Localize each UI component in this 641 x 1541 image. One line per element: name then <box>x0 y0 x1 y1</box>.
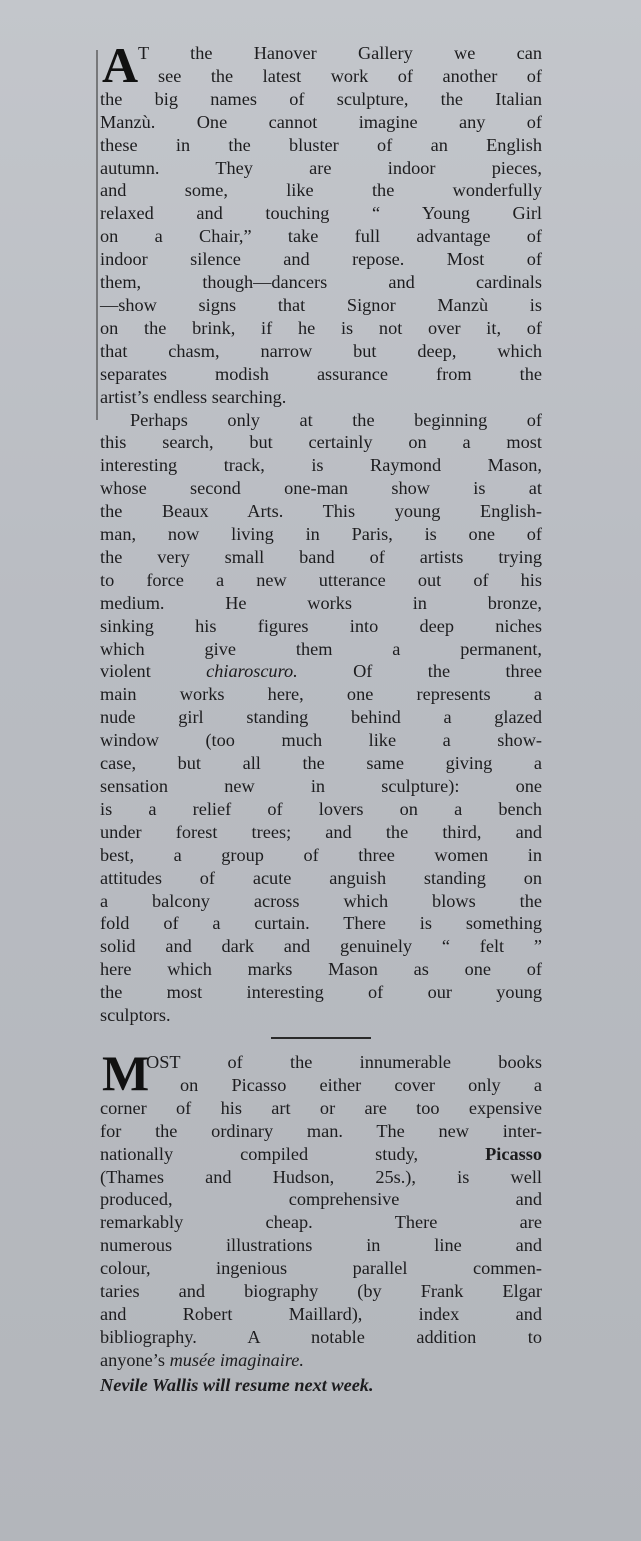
text-line: best, a group of three women in <box>100 844 542 865</box>
text-line: solid and dark and genuinely “ felt ” <box>100 936 542 957</box>
text-line: Perhaps only at the beginning of <box>130 409 542 430</box>
text-line: interesting track, is Raymond Mason, <box>100 455 542 476</box>
text-line: see the latest work of another of <box>158 65 542 86</box>
section-divider <box>271 1037 371 1039</box>
text-line-chiaroscuro <box>100 660 542 683</box>
text-line: remarkably cheap. There are <box>100 1212 542 1233</box>
signoff-note: Nevile Wallis will resume next week. <box>100 1374 374 1395</box>
text-line: nude girl standing behind a glazed <box>100 707 542 728</box>
text-line: sculptors. <box>100 1005 171 1026</box>
text-fragment: anyone’s <box>100 1349 165 1370</box>
section-hanover-gallery <box>100 37 542 409</box>
text-line: a balcony across which blows the <box>100 890 542 911</box>
text-line: corner of his art or are too expensive <box>100 1097 542 1118</box>
text-line: artist’s endless searching. <box>100 386 287 407</box>
article-column <box>100 37 542 1397</box>
text-line: whose second one-man show is at <box>100 478 542 499</box>
text-line: separates modish assurance from the <box>100 363 542 384</box>
text-line: (Thames and Hudson, 25s.), is well <box>100 1166 542 1187</box>
text-line: —show signs that Signor Manzù is <box>100 294 542 315</box>
text-line: here which marks Mason as one of <box>100 959 542 980</box>
text-line: attitudes of acute anguish standing on <box>100 867 542 888</box>
text-line: T the Hanover Gallery we can <box>138 43 542 63</box>
text-line: the big names of sculpture, the Italian <box>100 88 542 109</box>
italic-term: chiaroscuro. <box>206 661 298 682</box>
text-line: and some, like the wonderfully <box>100 180 542 201</box>
text-line: the most interesting of our young <box>100 982 542 1003</box>
text-line: autumn. They are indoor pieces, <box>100 157 542 178</box>
italic-term: musée imaginaire. <box>169 1349 304 1370</box>
text-line: under forest trees; and the third, and <box>100 821 542 842</box>
text-line-musee <box>100 1349 542 1372</box>
text-line: Manzù. One cannot imagine any of <box>100 111 542 132</box>
text-line: on a Chair,” take full advantage of <box>100 226 542 247</box>
drop-cap-a: A <box>102 37 139 93</box>
text-line: produced, comprehensive and <box>100 1189 542 1210</box>
text-line: the very small band of artists trying <box>100 546 542 567</box>
text-line: on Picasso either cover only a <box>180 1074 542 1095</box>
text-line: case, but all the same giving a <box>100 753 542 774</box>
text-line: fold of a curtain. There is something <box>100 913 542 934</box>
left-margin-rule <box>96 50 98 420</box>
text-line: man, now living in Paris, is one of <box>100 524 542 545</box>
text-line: medium. He works in bronze, <box>100 592 542 613</box>
text-line: and Robert Maillard), index and <box>100 1303 542 1324</box>
text-line: numerous illustrations in line and <box>100 1235 542 1256</box>
text-line: these in the bluster of an English <box>100 134 542 155</box>
text-line: which give them a permanent, <box>100 638 542 659</box>
text-line: bibliography. A notable addition to <box>100 1326 542 1347</box>
text-line: OST of the innumerable books <box>146 1051 542 1072</box>
text-line: sensation new in sculpture): one <box>100 776 542 796</box>
text-line-picasso <box>100 1143 542 1166</box>
drop-cap-m: M <box>102 1044 150 1101</box>
text-line: that chasm, narrow but deep, which <box>100 340 542 361</box>
text-line: on the brink, if he is not over it, of <box>100 317 542 338</box>
text-line: them, though—dancers and cardinals <box>100 272 542 293</box>
text-line: sinking his figures into deep niches <box>100 615 542 636</box>
book-title: Picasso <box>485 1143 542 1164</box>
section-raymond-mason <box>100 409 542 1027</box>
text-line: window (too much like a show- <box>100 730 542 751</box>
text-line: this search, but certainly on a most <box>100 432 542 453</box>
text-line: colour, ingenious parallel commen- <box>100 1258 542 1279</box>
text-line: to force a new utterance out of his <box>100 569 542 590</box>
section-picasso-book <box>100 1044 542 1372</box>
text-line: indoor silence and repose. Most of <box>100 249 542 270</box>
text-fragment: nationally compiled study, <box>100 1143 419 1164</box>
text-line: relaxed and touching “ Young Girl <box>100 203 542 224</box>
text-fragment: Of the three <box>353 661 542 682</box>
text-line: taries and biography (by Frank Elgar <box>100 1281 542 1302</box>
text-line: main works here, one represents a <box>100 684 542 705</box>
text-line: is a relief of lovers on a bench <box>100 798 542 819</box>
text-line: for the ordinary man. The new inter- <box>100 1120 542 1141</box>
text-fragment: violent <box>100 661 151 682</box>
text-line: the Beaux Arts. This young English- <box>100 501 542 522</box>
